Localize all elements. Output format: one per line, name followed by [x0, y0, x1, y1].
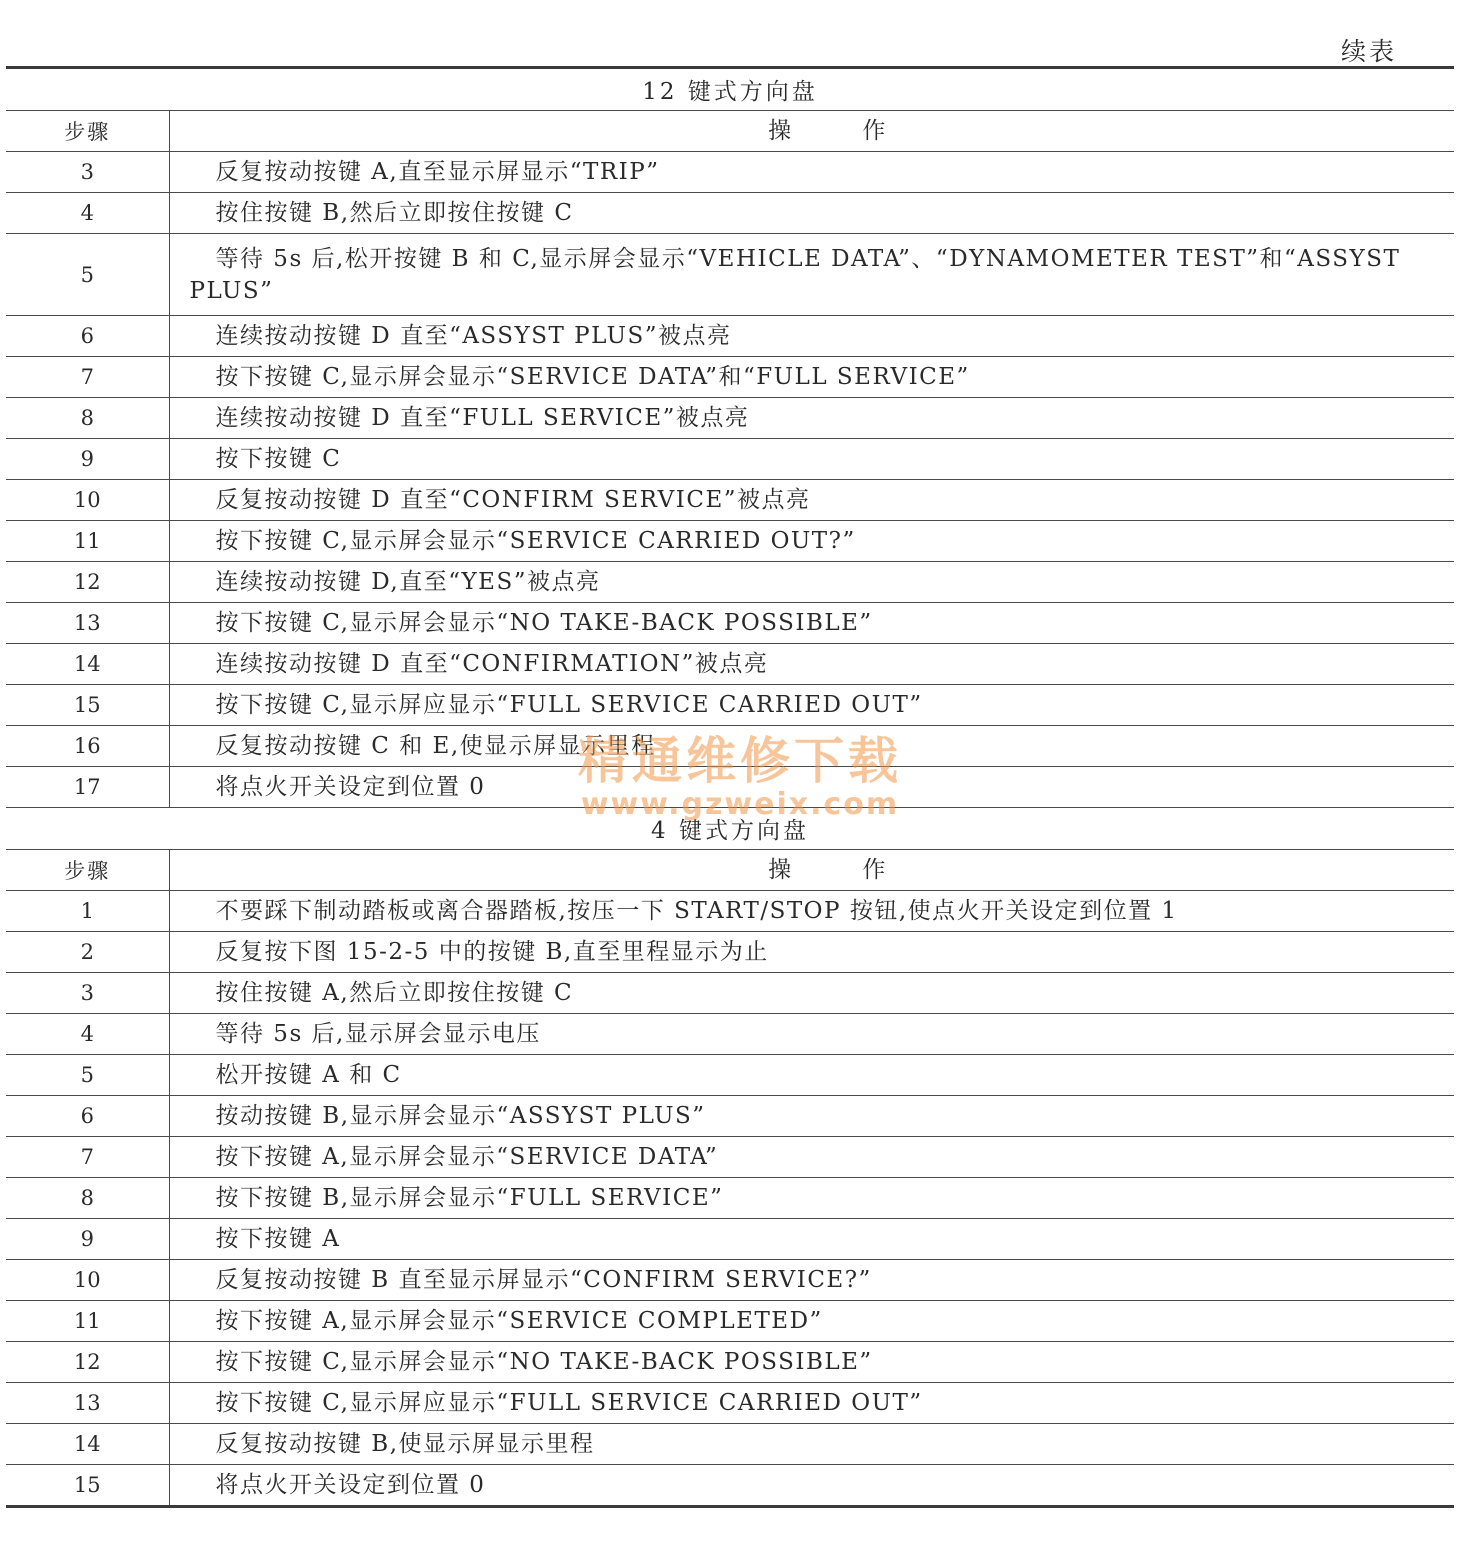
table-row	[6, 398, 1454, 439]
operation-text: 连续按动按键 D 直至“ASSYST PLUS”被点亮	[169, 316, 1454, 357]
operation-text: 按住按键 B,然后立即按住按键 C	[169, 193, 1454, 234]
table-row	[6, 1260, 1454, 1301]
step-number: 16	[6, 726, 169, 767]
operation-text: 连续按动按键 D,直至“YES”被点亮	[169, 562, 1454, 603]
operation-column-header: 操 作	[169, 111, 1454, 152]
procedure-table	[6, 66, 1454, 1508]
step-number: 8	[6, 1178, 169, 1219]
table-row	[6, 193, 1454, 234]
table-row	[6, 891, 1454, 932]
operation-text: 按下按键 C,显示屏会显示“SERVICE CARRIED OUT?”	[169, 521, 1454, 562]
step-number: 10	[6, 480, 169, 521]
table-row	[6, 644, 1454, 685]
table-row	[6, 1014, 1454, 1055]
operation-text: 按下按键 C,显示屏应显示“FULL SERVICE CARRIED OUT”	[169, 685, 1454, 726]
operation-column-header: 操 作	[169, 850, 1454, 891]
section-title: 4 键式方向盘	[6, 808, 1454, 850]
step-number: 10	[6, 1260, 169, 1301]
step-number: 9	[6, 1219, 169, 1260]
step-number: 7	[6, 1137, 169, 1178]
table-row	[6, 1342, 1454, 1383]
watermark-url: www.gzweix.com	[580, 787, 900, 822]
step-number: 13	[6, 1383, 169, 1424]
continued-table-label: 续表	[1340, 37, 1397, 66]
step-number: 5	[6, 1055, 169, 1096]
table-header-row	[6, 850, 1454, 891]
step-number: 12	[6, 1342, 169, 1383]
step-number: 1	[6, 891, 169, 932]
step-number: 8	[6, 398, 169, 439]
step-number: 13	[6, 603, 169, 644]
section-title-row	[6, 68, 1454, 111]
operation-text: 按下按键 A,显示屏会显示“SERVICE DATA”	[169, 1137, 1454, 1178]
table-row	[6, 1424, 1454, 1465]
operation-text: 松开按键 A 和 C	[169, 1055, 1454, 1096]
step-number: 3	[6, 152, 169, 193]
table-row	[6, 521, 1454, 562]
step-number: 7	[6, 357, 169, 398]
section-title: 12 键式方向盘	[6, 68, 1454, 111]
table-row	[6, 480, 1454, 521]
table-row	[6, 439, 1454, 480]
step-column-header: 步骤	[6, 850, 169, 891]
step-number: 4	[6, 1014, 169, 1055]
watermark-text: 精通维修下载	[578, 732, 902, 790]
table-row	[6, 973, 1454, 1014]
table-row	[6, 1465, 1454, 1507]
table-row	[6, 932, 1454, 973]
operation-text: 等待 5s 后,松开按键 B 和 C,显示屏会显示“VEHICLE DATA”、“DYNAMOMETER TEST”和“ASSYST PLUS”	[169, 234, 1454, 316]
step-number: 11	[6, 521, 169, 562]
operation-text: 按下按键 C,显示屏会显示“SERVICE DATA”和“FULL SERVICE”	[169, 357, 1454, 398]
step-number: 14	[6, 644, 169, 685]
table-row	[6, 1137, 1454, 1178]
operation-text: 不要踩下制动踏板或离合器踏板,按压一下 START/STOP 按钮,使点火开关设定到位置 1	[169, 891, 1454, 932]
step-number: 14	[6, 1424, 169, 1465]
step-number: 6	[6, 1096, 169, 1137]
table-row	[6, 1383, 1454, 1424]
step-number: 12	[6, 562, 169, 603]
step-number: 3	[6, 973, 169, 1014]
operation-text: 按下按键 C,显示屏会显示“NO TAKE-BACK POSSIBLE”	[169, 1342, 1454, 1383]
operation-text: 将点火开关设定到位置 0	[169, 767, 1454, 808]
step-number: 11	[6, 1301, 169, 1342]
section-title-row	[6, 808, 1454, 850]
table-row	[6, 234, 1454, 316]
operation-text: 按住按键 A,然后立即按住按键 C	[169, 973, 1454, 1014]
procedure-table-body	[6, 68, 1454, 1507]
operation-text: 反复按动按键 A,直至显示屏显示“TRIP”	[169, 152, 1454, 193]
table-header-row	[6, 111, 1454, 152]
operation-text: 将点火开关设定到位置 0	[169, 1465, 1454, 1507]
table-row	[6, 1055, 1454, 1096]
table-row	[6, 152, 1454, 193]
operation-text: 按下按键 A,显示屏会显示“SERVICE COMPLETED”	[169, 1301, 1454, 1342]
step-number: 5	[6, 234, 169, 316]
operation-text: 反复按下图 15-2-5 中的按键 B,直至里程显示为止	[169, 932, 1454, 973]
operation-text: 按下按键 C	[169, 439, 1454, 480]
operation-text: 反复按动按键 D 直至“CONFIRM SERVICE”被点亮	[169, 480, 1454, 521]
table-row	[6, 316, 1454, 357]
step-column-header: 步骤	[6, 111, 169, 152]
step-number: 15	[6, 685, 169, 726]
table-row	[6, 1178, 1454, 1219]
step-number: 6	[6, 316, 169, 357]
operation-text: 反复按动按键 C 和 E,使显示屏显示里程	[169, 726, 1454, 767]
operation-text: 按下按键 C,显示屏应显示“FULL SERVICE CARRIED OUT”	[169, 1383, 1454, 1424]
operation-text: 等待 5s 后,显示屏会显示电压	[169, 1014, 1454, 1055]
operation-text: 按下按键 A	[169, 1219, 1454, 1260]
table-row	[6, 767, 1454, 808]
table-row	[6, 603, 1454, 644]
table-row	[6, 1219, 1454, 1260]
operation-text: 反复按动按键 B 直至显示屏显示“CONFIRM SERVICE?”	[169, 1260, 1454, 1301]
step-number: 17	[6, 767, 169, 808]
table-row	[6, 726, 1454, 767]
table-row	[6, 1096, 1454, 1137]
step-number: 2	[6, 932, 169, 973]
step-number: 4	[6, 193, 169, 234]
operation-text: 连续按动按键 D 直至“CONFIRMATION”被点亮	[169, 644, 1454, 685]
table-row	[6, 1301, 1454, 1342]
table-row	[6, 357, 1454, 398]
table-row	[6, 562, 1454, 603]
operation-text: 连续按动按键 D 直至“FULL SERVICE”被点亮	[169, 398, 1454, 439]
step-number: 9	[6, 439, 169, 480]
operation-text: 按动按键 B,显示屏会显示“ASSYST PLUS”	[169, 1096, 1454, 1137]
step-number: 15	[6, 1465, 169, 1507]
operation-text: 按下按键 C,显示屏会显示“NO TAKE-BACK POSSIBLE”	[169, 603, 1454, 644]
operation-text: 反复按动按键 B,使显示屏显示里程	[169, 1424, 1454, 1465]
operation-text: 按下按键 B,显示屏会显示“FULL SERVICE”	[169, 1178, 1454, 1219]
table-row	[6, 685, 1454, 726]
procedure-table-container	[6, 66, 1454, 1508]
